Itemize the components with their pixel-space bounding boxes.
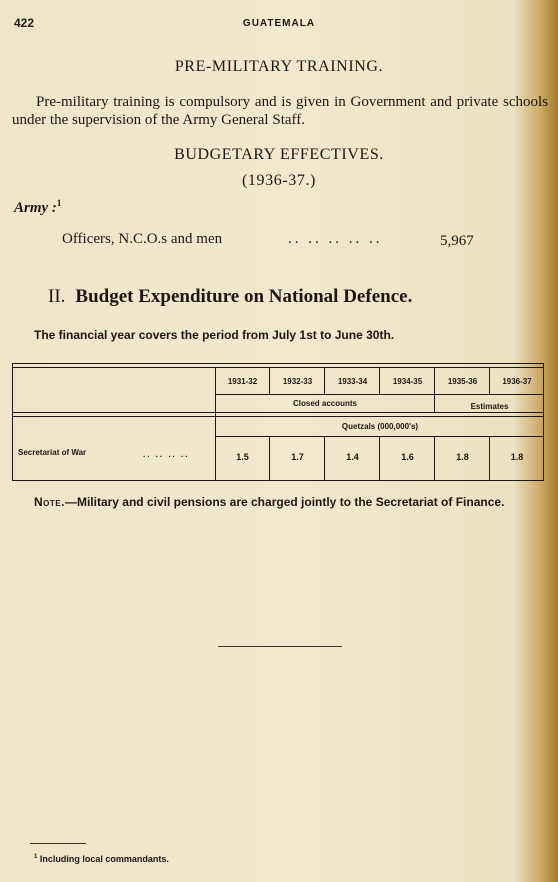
table-row-label: Secretariat of War	[18, 448, 87, 457]
table-top-rule	[12, 367, 544, 368]
effectives-row-leaders: .. .. .. .. ..	[288, 231, 383, 247]
table-year-header: 1935-36	[447, 377, 478, 386]
footnote-rule	[30, 843, 86, 844]
table-year-header: 1931-32	[227, 377, 258, 386]
footnote-mark: 1	[34, 854, 38, 860]
budgetary-period: (1936-37.)	[242, 172, 316, 189]
table-header-rule-double	[12, 416, 544, 417]
premilitary-text: Pre-military training is compulsory and is given in Government and private schools under the supervision of the Army General Staff.	[12, 94, 548, 128]
footnote-text: Including local commandants.	[39, 854, 169, 864]
effectives-row-value: 5,967	[440, 233, 474, 249]
section-title-text: Budget Expenditure on National Defence.	[75, 286, 413, 307]
section-number: II.	[48, 286, 66, 307]
premilitary-heading: PRE-MILITARY TRAINING.	[174, 58, 384, 75]
table-header-rule	[12, 412, 544, 413]
section-title	[48, 286, 412, 308]
separator-rule	[218, 646, 342, 647]
table-cell: 1.8	[456, 452, 469, 462]
table-year-rule	[215, 394, 544, 395]
table-group-closed: Closed accounts	[292, 399, 357, 408]
table-cell: 1.6	[401, 452, 414, 462]
note-label: Note.	[34, 495, 65, 509]
table-group-estimates: Estimates	[470, 402, 509, 411]
table-row-leaders: .. .. .. ..	[143, 450, 190, 459]
table-year-header: 1936-37	[502, 377, 532, 386]
table-year-header: 1934-35	[392, 377, 423, 386]
table-cell: 1.7	[291, 452, 304, 462]
page-number: 422	[14, 16, 35, 30]
table-year-header: 1933-34	[337, 377, 368, 386]
table-cell: 1.8	[510, 452, 524, 462]
footnote-ref: 1	[56, 198, 62, 208]
fiscal-year-text: The financial year covers the period from July 1st to June 30th.	[34, 328, 395, 342]
table-cell: 1.4	[346, 452, 359, 462]
army-label: Army :$^1$	[14, 198, 62, 216]
premilitary-paragraph	[12, 93, 548, 129]
running-head: GUATEMALA	[242, 18, 316, 29]
budgetary-heading: BUDGETARY EFFECTIVES.	[174, 146, 384, 163]
note-text: —Military and civil pensions are charged jointly to the Secretariat of Finance.	[64, 495, 505, 509]
footnote	[34, 854, 169, 864]
table-cell: 1.5	[236, 452, 249, 462]
table-unit: Quetzals (000,000's)	[341, 422, 419, 431]
note-paragraph	[10, 495, 546, 509]
table-year-header: 1932-33	[282, 377, 313, 386]
effectives-row-label: Officers, N.C.O.s and men	[62, 231, 223, 247]
